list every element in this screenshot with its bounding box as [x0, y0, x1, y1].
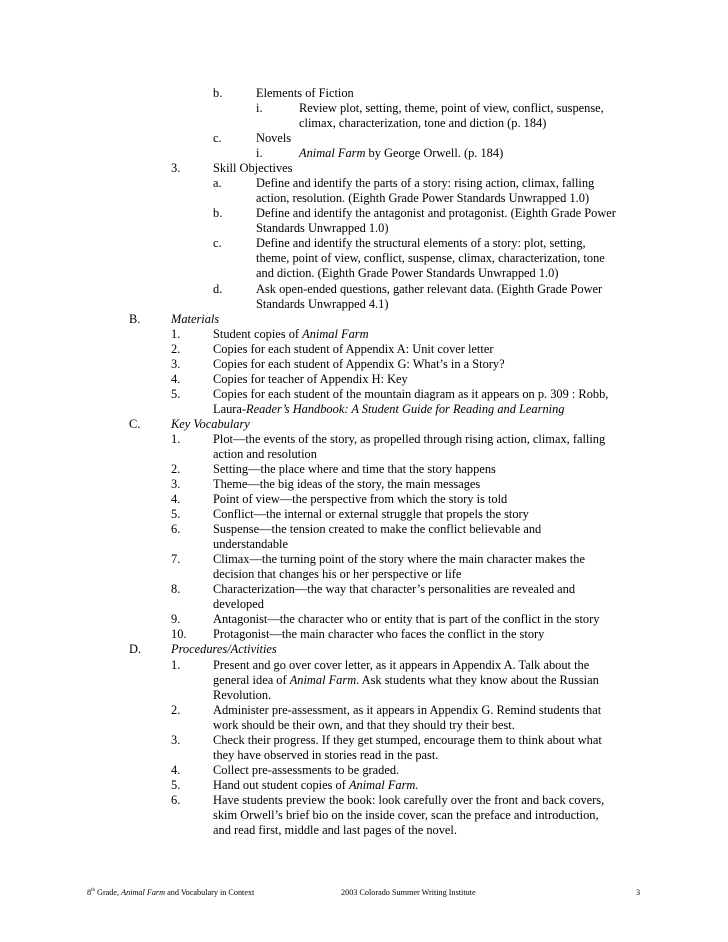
item-text: Standards Unwrapped 1.0) — [256, 221, 389, 235]
item-text: action, resolution. (Eighth Grade Power Standards Unwrapped 1.0) — [256, 191, 590, 205]
item-marker: b. — [213, 86, 223, 100]
item-text: Define and identify the structural elements of a story: plot, setting, — [256, 236, 586, 250]
procedure-step: Have students preview the book: look carefully over the front and back covers, — [213, 793, 605, 807]
vocab-term: Antagonist—the character who or entity that is part of the conflict in the story — [213, 612, 600, 626]
list-number: 6. — [171, 793, 181, 807]
list-number: 3. — [171, 357, 181, 371]
vocab-term: decision that changes his or her perspective or life — [213, 567, 462, 581]
item-text: Define and identify the parts of a story: rising action, climax, falling — [256, 176, 595, 190]
section-letter: B. — [129, 312, 141, 326]
item-marker: b. — [213, 206, 223, 220]
procedure-step: skim Orwell’s brief bio on the inside cover, scan the preface and introduction, — [213, 808, 599, 822]
vocab-term: action and resolution — [213, 447, 317, 461]
list-item: Copies for each student of Appendix A: Unit cover letter — [213, 342, 494, 356]
procedure-step: and read first, middle and last pages of the novel. — [213, 823, 457, 837]
list-number: 4. — [171, 372, 181, 386]
vocab-term: Climax—the turning point of the story where the main character makes the — [213, 552, 585, 566]
list-number: 3. — [171, 733, 181, 747]
list-number: 2. — [171, 703, 181, 717]
procedure-step: general idea of Animal Farm. Ask students what they know about the Russian — [213, 673, 599, 687]
procedure-step: Collect pre-assessments to be graded. — [213, 763, 400, 777]
section-title: Materials — [171, 312, 220, 326]
list-item: Laura-Reader’s Handbook: A Student Guide for Reading and Learning — [213, 402, 565, 416]
list-number: 3. — [171, 161, 181, 175]
list-number: 5. — [171, 507, 181, 521]
vocab-term: Setting—the place where and time that the story happens — [213, 462, 496, 476]
list-number: 5. — [171, 778, 181, 792]
footer-institute: 2003 Colorado Summer Writing Institute — [341, 888, 476, 897]
section-letter: C. — [129, 417, 141, 431]
section-title: Key Vocabulary — [171, 417, 250, 431]
procedure-step: Administer pre-assessment, as it appears in Appendix G. Remind students that — [213, 703, 602, 717]
list-number: 1. — [171, 432, 181, 446]
item-marker: d. — [213, 282, 223, 296]
list-number: 2. — [171, 462, 181, 476]
footer-unit-title: 8th Grade, Animal Farm and Vocabulary in Context — [87, 888, 255, 897]
list-number: 9. — [171, 612, 181, 626]
subitem-text: climax, characterization, tone and diction (p. 184) — [299, 116, 547, 130]
procedure-step: Present and go over cover letter, as it appears in Appendix A. Talk about the — [213, 658, 590, 672]
item-marker: a. — [213, 176, 222, 190]
subitem-marker: i. — [256, 101, 263, 115]
list-item: Student copies of Animal Farm — [213, 327, 369, 341]
procedure-step: Hand out student copies of Animal Farm. — [213, 778, 419, 792]
vocab-term: Conflict—the internal or external struggle that propels the story — [213, 507, 529, 521]
list-number: 3. — [171, 477, 181, 491]
section-title: Procedures/Activities — [171, 642, 277, 656]
item-text: and diction. (Eighth Grade Power Standards Unwrapped 1.0) — [256, 266, 559, 280]
subitem-text: Review plot, setting, theme, point of view, conflict, suspense, — [299, 101, 604, 115]
list-number: 1. — [171, 658, 181, 672]
vocab-term: Protagonist—the main character who faces the conflict in the story — [213, 627, 545, 641]
list-number: 4. — [171, 763, 181, 777]
subitem-marker: i. — [256, 146, 263, 160]
list-number: 6. — [171, 522, 181, 536]
list-number: 2. — [171, 342, 181, 356]
book-title: Animal Farm — [121, 888, 166, 897]
list-item: Copies for each student of the mountain diagram as it appears on p. 309 : Robb, — [213, 387, 609, 401]
vocab-term: Point of view—the perspective from which the story is told — [213, 492, 508, 506]
item-text: theme, point of view, conflict, suspense, climax, characterization, tone — [256, 251, 605, 265]
book-title: Animal Farm — [302, 327, 369, 341]
item-title: Elements of Fiction — [256, 86, 354, 100]
list-number: 7. — [171, 552, 181, 566]
procedure-step: they have observed in stories read in the past. — [213, 748, 439, 762]
page-number: 3 — [636, 888, 641, 897]
book-title: Animal Farm — [299, 146, 366, 160]
section-letter: D. — [129, 642, 142, 656]
vocab-term: Plot—the events of the story, as propelled through rising action, climax, falling — [213, 432, 606, 446]
vocab-term: Theme—the big ideas of the story, the main messages — [213, 477, 481, 491]
list-number: 10. — [171, 627, 187, 641]
subitem-text: Animal Farm by George Orwell. (p. 184) — [299, 146, 504, 160]
procedure-step: Check their progress. If they get stumped, encourage them to think about what — [213, 733, 602, 747]
list-title: Skill Objectives — [213, 161, 293, 175]
item-marker: c. — [213, 131, 222, 145]
list-number: 5. — [171, 387, 181, 401]
item-text: Define and identify the antagonist and protagonist. (Eighth Grade Power — [256, 206, 616, 220]
item-marker: c. — [213, 236, 222, 250]
list-item: Copies for each student of Appendix G: What’s in a Story? — [213, 357, 505, 371]
list-number: 4. — [171, 492, 181, 506]
item-title: Novels — [256, 131, 292, 145]
procedure-step: Revolution. — [213, 688, 272, 702]
book-title: Animal Farm — [289, 673, 357, 687]
item-text: Ask open-ended questions, gather relevant data. (Eighth Grade Power — [256, 282, 603, 296]
item-text: Standards Unwrapped 4.1) — [256, 297, 389, 311]
book-title: Reader’s Handbook: A Student Guide for Reading and Learning — [246, 402, 565, 416]
list-number: 1. — [171, 327, 181, 341]
procedure-step: work should be their own, and that they should try their best. — [213, 718, 515, 732]
book-title: Animal Farm. — [348, 778, 419, 792]
vocab-term: understandable — [213, 537, 289, 551]
list-item: Copies for teacher of Appendix H: Key — [213, 372, 408, 386]
vocab-term: Characterization—the way that character’s personalities are revealed and — [213, 582, 576, 596]
vocab-term: developed — [213, 597, 264, 611]
vocab-term: Suspense—the tension created to make the conflict believable and — [213, 522, 542, 536]
list-number: 8. — [171, 582, 181, 596]
